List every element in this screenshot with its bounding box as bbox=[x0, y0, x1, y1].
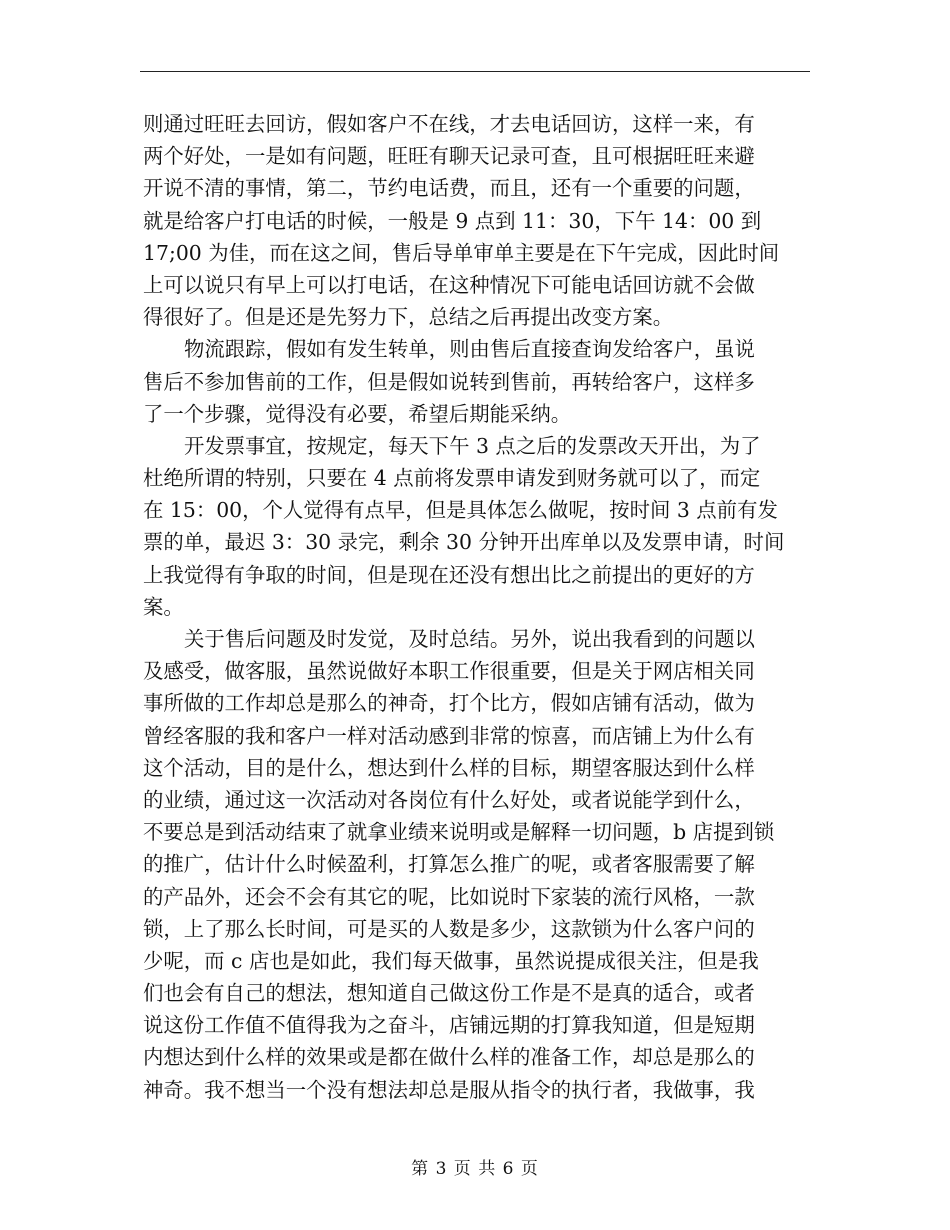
page-number-footer: 第 3 页 共 6 页 bbox=[411, 1159, 539, 1179]
text-line: 内想达到什么样的效果或是都在做什么样的准备工作，却总是那么的 bbox=[143, 1045, 755, 1070]
text-line: 上我觉得有争取的时间，但是现在还没有想出比之前提出的更好的方 bbox=[143, 562, 755, 587]
text-line: 售后不参加售前的工作，但是假如说转到售前，再转给客户，这样多 bbox=[143, 369, 755, 394]
text-line: 的业绩，通过这一次活动对各岗位有什么好处，或者说能学到什么， bbox=[143, 787, 755, 812]
text-line: 不要总是到活动结束了就拿业绩来说明或是解释一切问题，b 店提到锁 bbox=[143, 820, 775, 845]
text-line: 在 15：00，个人觉得有点早，但是具体怎么做呢，按时间 3 点前有发 bbox=[143, 498, 778, 523]
text-line: 及感受，做客服，虽然说做好本职工作很重要，但是关于网店相关同 bbox=[143, 659, 755, 684]
text-line: 案。 bbox=[143, 594, 184, 619]
text-line: 曾经客服的我和客户一样对活动感到非常的惊喜，而店铺上为什么有 bbox=[143, 723, 755, 748]
text-line: 的产品外，还会不会有其它的呢，比如说时下家装的流行风格，一款 bbox=[143, 884, 755, 909]
text-line: 们也会有自己的想法，想知道自己做这份工作是不是真的适合，或者 bbox=[143, 981, 755, 1006]
text-line: 的推广，估计什么时候盈利，打算怎么推广的呢，或者客服需要了解 bbox=[143, 852, 755, 877]
body-text bbox=[143, 108, 813, 1106]
text-line: 锁，上了那么长时间，可是买的人数是多少，这款锁为什么客户问的 bbox=[143, 916, 755, 941]
text-line: 上可以说只有早上可以打电话，在这种情况下可能电话回访就不会做 bbox=[143, 272, 755, 297]
text-line: 17;00 为佳，而在这之间，售后导单审单主要是在下午完成，因此时间 bbox=[143, 240, 780, 265]
text-line: 事所做的工作却总是那么的神奇，打个比方，假如店铺有活动，做为 bbox=[143, 691, 755, 716]
paragraph-start-line: 关于售后问题及时发觉，及时总结。另外，说出我看到的问题以 bbox=[184, 627, 755, 651]
text-line: 说这份工作值不值得我为之奋斗，店铺远期的打算我知道，但是短期 bbox=[143, 1013, 755, 1038]
paragraph-start-line: 开发票事宜，按规定，每天下午 3 点之后的发票改天开出，为了 bbox=[184, 433, 761, 458]
text-line: 杜绝所谓的特别，只要在 4 点前将发票申请发到财务就可以了，而定 bbox=[143, 466, 761, 491]
text-line: 神奇。我不想当一个没有想法却总是服从指令的执行者，我做事，我 bbox=[143, 1077, 755, 1102]
text-line: 得很好了。但是还是先努力下，总结之后再提出改变方案。 bbox=[143, 305, 674, 330]
text-line: 少呢，而 c 店也是如此，我们每天做事，虽然说提成很关注，但是我 bbox=[143, 948, 759, 973]
header-rule bbox=[140, 71, 810, 72]
text-line: 开说不清的事情，第二，节约电话费，而且，还有一个重要的问题， bbox=[143, 176, 755, 201]
paragraph-start-line: 物流跟踪，假如有发生转单，则由售后直接查询发给客户，虽说 bbox=[184, 337, 755, 362]
text-line: 则通过旺旺去回访，假如客户不在线，才去电话回访，这样一来，有 bbox=[143, 112, 755, 136]
text-line: 就是给客户打电话的时候，一般是 9 点到 11：30，下午 14：00 到 bbox=[143, 208, 762, 233]
text-line: 了一个步骤，觉得没有必要，希望后期能采纳。 bbox=[143, 401, 572, 426]
text-line: 两个好处，一是如有问题，旺旺有聊天记录可查，且可根据旺旺来避 bbox=[143, 144, 755, 169]
text-line: 票的单，最迟 3：30 录完，剩余 30 分钟开出库单以及发票申请，时间 bbox=[143, 530, 785, 555]
text-line: 这个活动，目的是什么，想达到什么样的目标，期望客服达到什么样 bbox=[143, 755, 755, 780]
